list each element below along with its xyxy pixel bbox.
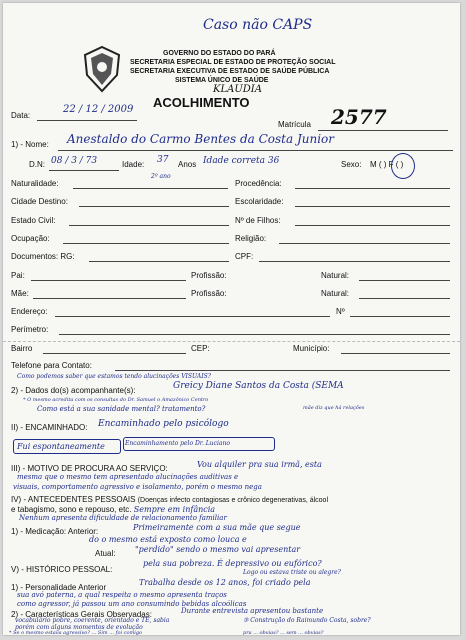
header-name-note: KLAUDIA (213, 84, 262, 95)
profissao2-label: Profissão: (191, 289, 227, 298)
numero-label: Nº (336, 307, 345, 316)
atual-label: Atual: (95, 549, 116, 558)
motivo-label: III) - MOTIVO DE PROCURA AO SERVIÇO: (11, 464, 168, 473)
sexo-value[interactable]: M ( ) F ( ) (370, 160, 404, 169)
numero-underline (350, 316, 450, 317)
n-filhos-label: Nº de Filhos: (235, 216, 281, 225)
natural1-label: Natural: (321, 271, 350, 280)
matricula-label: Matrícula (278, 120, 311, 129)
top-handwritten-note: Como podemos saber que estamos tendo alucinações VISUAIS? (17, 373, 211, 380)
motivo-line3: visuais, comportamento agressivo e isolamento, porém o mesmo nega (13, 483, 262, 491)
personalidade-line2: sua avó paterna, a qual respeita o mesmo apresenta traços (17, 591, 227, 599)
bottom-note3: pra ... obvias? ... sem ... obvias? (243, 630, 324, 635)
procedencia-underline (295, 188, 450, 189)
bottom-note2: * Se o mesmo estava agressivo? ... Sim ... foi comigo (9, 630, 143, 635)
caracteristicas-line3: porém com alguns momentos de evolução (15, 624, 143, 631)
pai-label: Pai: (11, 271, 25, 280)
date-underline (37, 120, 137, 121)
estado-civil-underline (69, 225, 229, 226)
motivo-value: Vou alquiler pra sua irmã, esta (197, 460, 322, 469)
dados-note2: mãe diz que há relações (303, 405, 365, 411)
nome-value: Anestaldo do Carmo Bentes da Costa Junior (67, 132, 335, 146)
municipio-label: Município: (293, 344, 330, 353)
cidade-underline (79, 206, 229, 207)
encaminhado-note-box (123, 437, 275, 451)
profissao1-label: Profissão: (191, 271, 227, 280)
header-sus: SISTEMA ÚNICO DE SAÚDE (175, 77, 269, 84)
endereco-underline (55, 316, 330, 317)
espontaneamente-note: Fui espontaneamente (17, 442, 105, 451)
motivo-line2: mesma que o mesmo tem apresentado alucinações auditivas e (17, 473, 239, 481)
antecedentes-label (11, 495, 328, 504)
nome-underline (58, 150, 453, 151)
header-sec2: SECRETARIA EXECUTIVA DE ESTADO DE SAÚDE PÚBLICA (130, 68, 330, 75)
historico-value: pela sua pobreza. É depressivo ou eufórico? (143, 559, 322, 568)
encaminhado-label: II) - ENCAMINHADO: (11, 423, 88, 432)
bairro-underline (43, 353, 186, 354)
header-sec1: SECRETARIA ESPECIAL DE ESTADO DE PROTEÇÃO SOCIAL (130, 59, 336, 66)
medicacao-value: Primeiramente com a sua mãe que segue (133, 523, 301, 532)
perimetro-underline (59, 334, 450, 335)
municipio-underline (341, 353, 450, 354)
natural1-underline (359, 280, 450, 281)
antecedentes-value: Sempre em infância (133, 505, 216, 514)
dn-value: 08 / 3 / 73 (51, 156, 98, 166)
personalidade-line3: como agressor, já passou um ano consumindo bebidas alcoólicas (17, 600, 247, 608)
historico-label: V) - HISTÓRICO PESSOAL: (11, 565, 113, 574)
espontaneamente-box (13, 439, 121, 454)
encaminhado-note: Encaminhamento pelo Dr. Luciano (125, 440, 230, 447)
sexo-mark (391, 153, 415, 179)
caracteristicas-line2: vocabulário pobre, coerente, orientado e TE, sabia (15, 617, 170, 624)
dados-value: Greicy Diane Santos da Costa (SEMA (173, 381, 344, 391)
personalidade-label: 1) - Personalidade Anterior (11, 583, 107, 592)
historico-note: Logo ou estava triste ou alegre? (243, 569, 341, 576)
caracteristicas-label: 2) - Características Gerais Observadas: (11, 610, 152, 619)
dn-label: D.N: (29, 160, 45, 169)
document-page (3, 3, 460, 635)
anos-label: Anos (178, 160, 197, 169)
bottom-note: ③ Construção do Raimundo Costa, sobre? (243, 617, 371, 624)
ocupacao-label: Ocupação: (11, 234, 50, 243)
medicacao-note: do o mesmo está exposto como louca e (89, 535, 247, 544)
matricula-underline (318, 130, 448, 131)
perimetro-label: Perímetro: (11, 325, 49, 334)
endereco-label: Endereço: (11, 307, 48, 316)
naturalidade-note: 2º ano (151, 173, 171, 180)
mae-label: Mãe: (11, 289, 29, 298)
bairro-label: Bairro (11, 344, 33, 353)
cpf-underline (259, 261, 450, 262)
personalidade-value: Trabalha desde os 12 anos, foi criado pela (139, 578, 311, 587)
encaminhado-value: Encaminhado pelo psicólogo (98, 419, 229, 429)
antecedentes-text: (Doenças infecto contagiosas e crônico degenerativas, álcool (137, 497, 328, 504)
header-gov: GOVERNO DO ESTADO DO PARÁ (163, 50, 276, 57)
rg-underline (89, 261, 229, 262)
filhos-underline (295, 225, 450, 226)
date-label: Data: (11, 111, 31, 120)
medicacao-label: 1) - Medicação: Anterior: (11, 527, 99, 536)
telefone-label: Telefone para Contato: (11, 361, 92, 370)
religiao-underline (279, 243, 450, 244)
date-value: 22 / 12 / 2009 (63, 104, 134, 115)
cep-label: CEP: (191, 344, 210, 353)
idade-value: 37 (157, 155, 169, 165)
page-title: ACOLHIMENTO (153, 95, 250, 110)
dados-label: 2) - Dados do(s) acompanhante(s): (11, 386, 136, 395)
antecedentes-label2 (11, 505, 215, 514)
mae-underline (33, 298, 186, 299)
naturalidade-underline (73, 188, 228, 189)
documentos-label: Documentos: RG: (11, 252, 75, 261)
natural2-underline (359, 298, 450, 299)
pai-underline (31, 280, 186, 281)
antecedentes-title: IV) - ANTECEDENTES PESSOAIS (11, 495, 136, 504)
caps-note: Caso não CAPS (203, 17, 313, 33)
anos-note: Idade correta 36 (203, 156, 280, 166)
procedencia-label: Procedência: (235, 179, 282, 188)
dados-note1: * O mesmo acredita com os consultas do Dr. Samuel o Amazônico Centro (23, 397, 209, 403)
state-emblem-icon (81, 45, 123, 93)
atual-value: "perdido" sendo o mesmo vai apresentar (135, 545, 301, 554)
antecedentes-text2: e tabagismo, sono e repouso, etc. (11, 505, 132, 514)
dn-underline (49, 170, 119, 171)
telefone-underline (115, 370, 450, 371)
dados-note3: Como está a sua sanidade mental? tratamento? (37, 405, 206, 413)
idade-label: Idade: (122, 160, 145, 169)
natural2-label: Natural: (321, 289, 350, 298)
perforation (3, 341, 460, 342)
escolaridade-underline (295, 206, 450, 207)
sexo-label: Sexo: (341, 160, 362, 169)
cpf-label: CPF: (235, 252, 254, 261)
naturalidade-label: Naturalidade: (11, 179, 59, 188)
cidade-destino-label: Cidade Destino: (11, 197, 68, 206)
nome-label: 1) - Nome: (11, 140, 49, 149)
caracteristicas-value: Durante entrevista apresentou bastante (181, 607, 324, 615)
antecedentes-note: Nenhum apresenta dificuldade de relacionamento familiar (19, 514, 227, 522)
religiao-label: Religião: (235, 234, 267, 243)
matricula-value: 2577 (331, 105, 387, 129)
ocupacao-underline (63, 243, 229, 244)
estado-civil-label: Estado Civil: (11, 216, 56, 225)
escolaridade-label: Escolaridade: (235, 197, 284, 206)
